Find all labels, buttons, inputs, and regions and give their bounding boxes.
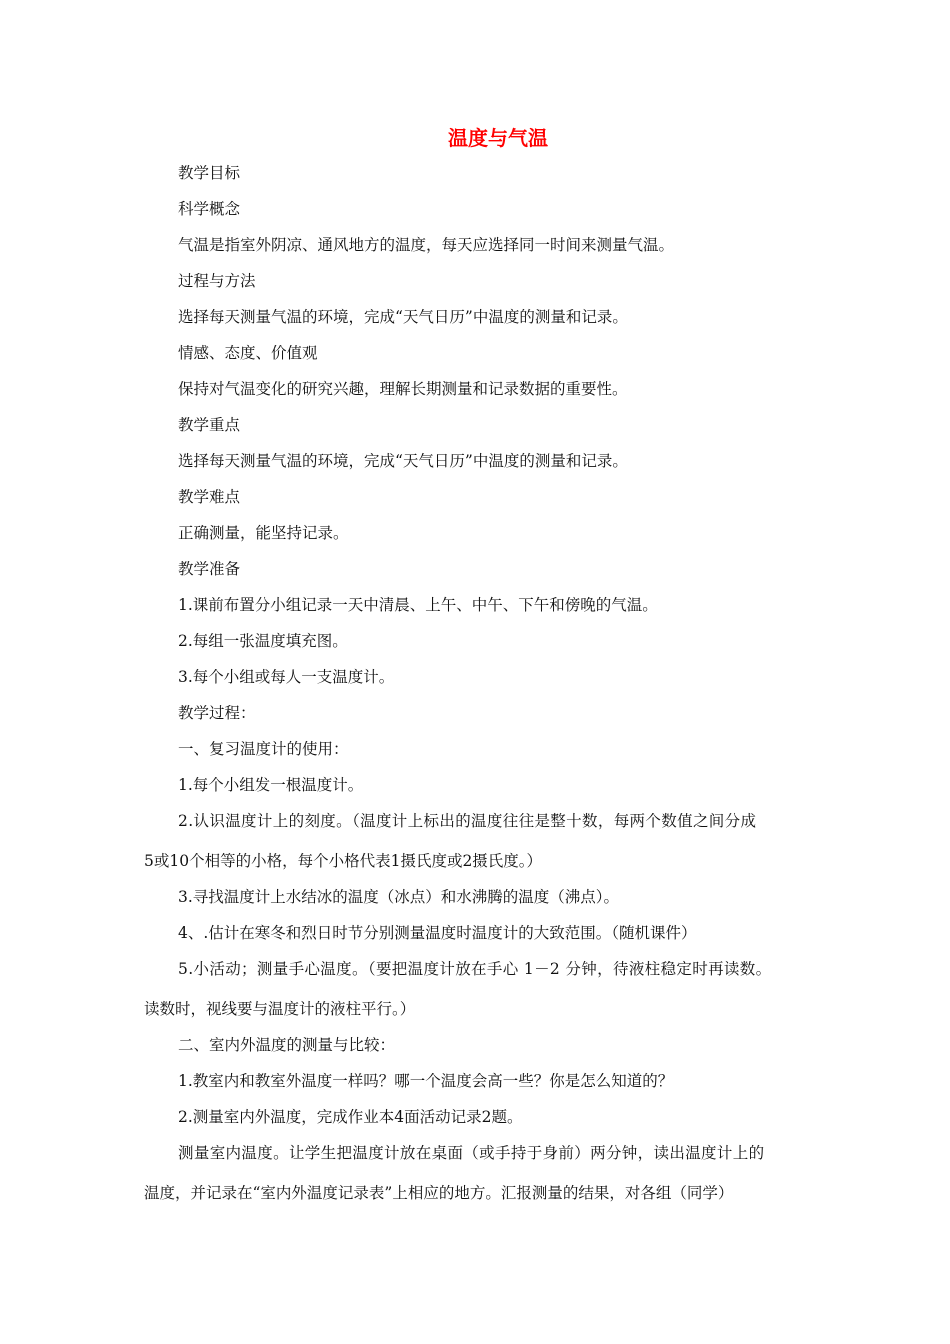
paragraph-process-heading: 教学过程： bbox=[178, 704, 256, 722]
paragraph-difficulty-text: 正确测量，能坚持记录。 bbox=[178, 524, 349, 542]
paragraph-process-method-text: 选择每天测量气温的环境，完成“天气日历”中温度的测量和记录。 bbox=[178, 308, 628, 326]
paragraph-science-concept-heading: 科学概念 bbox=[178, 200, 241, 218]
paragraph-preparation-item-3: 3.每个小组或每人一支温度计。 bbox=[178, 668, 395, 686]
paragraph-attitude-text: 保持对气温变化的研究兴趣，理解长期测量和记录数据的重要性。 bbox=[178, 380, 628, 398]
paragraph-section-one-heading: 一、复习温度计的使用： bbox=[178, 740, 349, 758]
paragraph-preparation-item-1: 1.课前布置分小组记录一天中清晨、上午、中午、下午和傍晚的气温。 bbox=[178, 596, 658, 614]
paragraph-section-two-item-1: 1.教室内和教室外温度一样吗？哪一个温度会高一些？你是怎么知道的？ bbox=[178, 1072, 674, 1090]
paragraph-section-one-item-1: 1.每个小组发一根温度计。 bbox=[178, 776, 364, 794]
paragraph-section-one-item-4: 4、.估计在寒冬和烈日时节分别测量温度时温度计的大致范围。（随机课件） bbox=[178, 924, 697, 942]
paragraph-preparation-item-2: 2.每组一张温度填充图。 bbox=[178, 632, 348, 650]
paragraph-difficulty-heading: 教学难点 bbox=[178, 488, 241, 506]
paragraph-section-one-item-5-continued: 读数时，视线要与温度计的液柱平行。） bbox=[144, 1000, 416, 1018]
paragraph-key-point-heading: 教学重点 bbox=[178, 416, 241, 434]
paragraph-section-two-heading: 二、室内外温度的测量与比较： bbox=[178, 1036, 396, 1054]
paragraph-section-one-item-5: 5.小活动；测量手心温度。（要把温度计放在手心 1－2 分钟，待液柱稳定时再读数。 bbox=[178, 960, 772, 978]
paragraph-section-one-item-3: 3.寻找温度计上水结冰的温度（冰点）和水沸腾的温度（沸点）。 bbox=[178, 888, 620, 906]
paragraph-key-point-text: 选择每天测量气温的环境，完成“天气日历”中温度的测量和记录。 bbox=[178, 452, 628, 470]
paragraph-process-method-heading: 过程与方法 bbox=[178, 272, 256, 290]
paragraph-preparation-heading: 教学准备 bbox=[178, 560, 241, 578]
paragraph-attitude-heading: 情感、态度、价值观 bbox=[178, 344, 318, 362]
paragraph-section-one-item-2: 2.认识温度计上的刻度。（温度计上标出的温度往往是整十数，每两个数值之间分成 bbox=[178, 812, 757, 830]
paragraph-section-two-item-2: 2.测量室内外温度，完成作业本4面活动记录2题。 bbox=[178, 1108, 523, 1126]
paragraph-indoor-measurement-continued: 温度，并记录在“室内外温度记录表”上相应的地方。汇报测量的结果，对各组（同学） bbox=[144, 1184, 734, 1202]
paragraph-air-temperature-definition: 气温是指室外阴凉、通风地方的温度，每天应选择同一时间来测量气温。 bbox=[178, 236, 675, 254]
paragraph-indoor-measurement: 测量室内温度。让学生把温度计放在桌面（或手持于身前）两分钟，读出温度计上的 bbox=[178, 1144, 765, 1162]
document-title: 温度与气温 bbox=[448, 126, 548, 150]
paragraph-section-one-item-2-continued: 5或10个相等的小格，每个小格代表1摄氏度或2摄氏度。） bbox=[144, 852, 543, 870]
paragraph-teaching-goals-heading: 教学目标 bbox=[178, 164, 241, 182]
